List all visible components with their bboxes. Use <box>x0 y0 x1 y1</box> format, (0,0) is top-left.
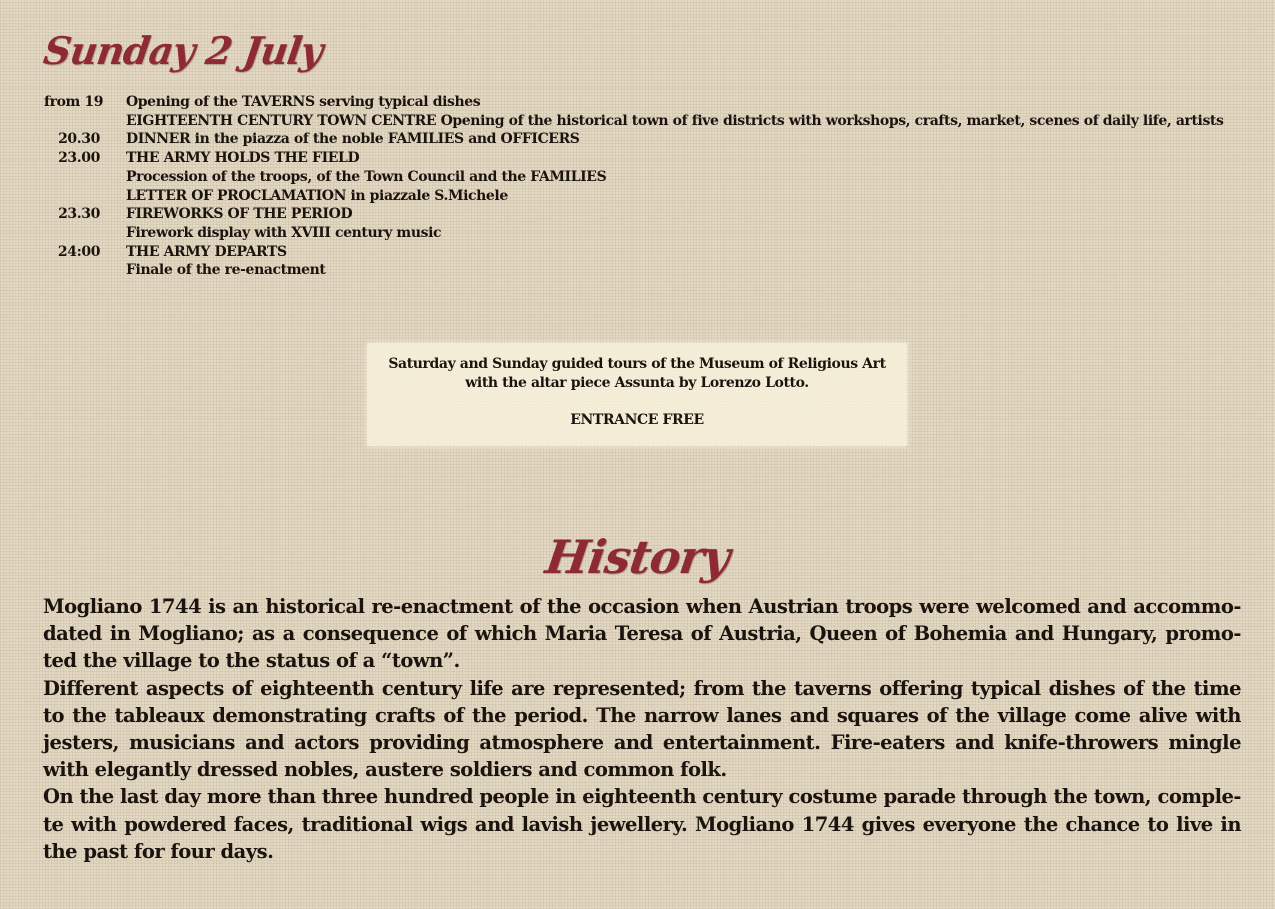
history-text <box>43 593 1241 865</box>
history-paragraph: Mogliano 1744 is an historical re-enactment of the occasion when Austrian troops were welcomed and accommo-dated in Mogliano; as a consequence of which Maria Teresa of Austria, Queen of Bohemia and Hungary, promo-ted the village to the status of a “town”. <box>43 595 1241 673</box>
schedule-time <box>44 112 126 131</box>
schedule-row <box>44 187 1224 206</box>
schedule-row <box>44 224 1224 243</box>
schedule-event: DINNER in the piazza of the noble FAMILIES and OFFICERS <box>126 131 580 148</box>
schedule-event: EIGHTEENTH CENTURY TOWN CENTRE Opening of the historical town of five districts with workshops, crafts, market, scenes of daily life, artists <box>126 112 1224 129</box>
schedule-time <box>44 261 126 280</box>
schedule-event: Procession of the troops, of the Town Council and the FAMILIES <box>126 168 607 185</box>
schedule-time: from 19 <box>44 94 104 110</box>
schedule-time: 24:00 <box>57 243 101 260</box>
entrance-free-label: ENTRANCE FREE <box>570 412 704 428</box>
schedule-time: 23.30 <box>58 206 100 223</box>
schedule-event: Opening of the TAVERNS serving typical dishes <box>126 94 481 110</box>
schedule-row <box>44 243 1224 262</box>
guided-tours-box <box>367 343 907 446</box>
tours-line-2: with the altar piece Assunta by Lorenzo Lotto. <box>465 375 809 391</box>
history-title: History <box>542 530 733 584</box>
schedule-row <box>44 168 1224 187</box>
schedule <box>44 93 1224 280</box>
schedule-row <box>44 261 1224 280</box>
schedule-row <box>44 149 1224 168</box>
schedule-event: FIREWORKS OF THE PERIOD <box>126 206 353 223</box>
schedule-time: 20.30 <box>58 131 100 148</box>
day-title: Sunday 2 July <box>40 28 326 73</box>
schedule-time <box>44 224 126 243</box>
schedule-row <box>44 205 1224 224</box>
tours-line-1: Saturday and Sunday guided tours of the Museum of Religious Art <box>388 356 886 372</box>
history-paragraph: Different aspects of eighteenth century life are represented; from the taverns offering typical dishes of the time to the tableaux demonstrating crafts of the period. The narrow lanes and squares of the village come alive with jesters, musicians and actors providing atmosphere and entertainment. Fire-eaters and knife-throwers mingle with elegantly dressed nobles, austere soldiers and common folk. <box>43 676 1241 782</box>
schedule-event: THE ARMY DEPARTS <box>126 243 287 260</box>
schedule-event: LETTER OF PROCLAMATION in piazzale S.Michele <box>126 187 508 204</box>
schedule-row <box>44 130 1224 149</box>
history-paragraph: On the last day more than three hundred people in eighteenth century costume parade through the town, comple-te with powdered faces, traditional wigs and lavish jewellery. Mogliano 1744 gives everyone the chance to live in the past for four days. <box>43 785 1241 863</box>
schedule-event: THE ARMY HOLDS THE FIELD <box>126 150 360 167</box>
schedule-event: Firework display with XVIII century music <box>126 224 442 241</box>
schedule-time: 23.00 <box>58 150 100 167</box>
schedule-row <box>44 112 1224 131</box>
schedule-row <box>44 93 1224 112</box>
schedule-time <box>44 187 126 206</box>
schedule-time <box>44 168 126 187</box>
schedule-event: Finale of the re-enactment <box>126 262 326 279</box>
